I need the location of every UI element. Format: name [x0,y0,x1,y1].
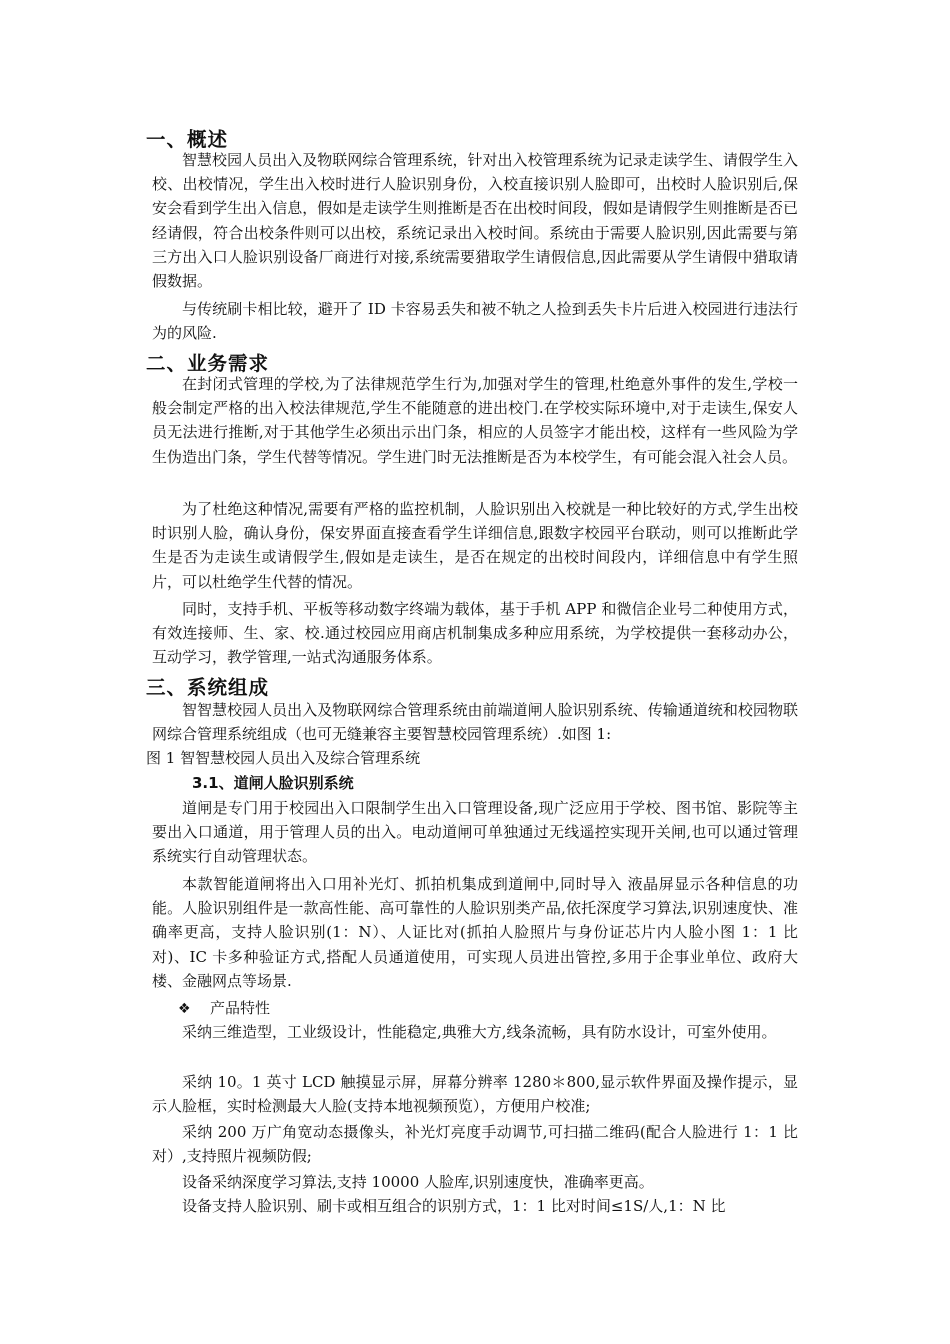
paragraph: 本款智能道闸将出入口用补光灯、抓拍机集成到道闸中,同时导入 液晶屏显示各种信息的功能。人脸识别组件是一款高性能、高可靠性的人脸识别类产品,依托深度学习算法,识别速度快、准确率更高，支持人脸识别(1：N）、人证比对(抓拍人脸照片与身份证芯片内人脸小图 1：1 比对)、IC 卡多种验证方式,搭配人员通道使用，可实现人员进出管控,多用于企事业单位、政府大楼、金融网点等场景. [152,875,798,990]
paragraph: 智慧校园人员出入及物联网综合管理系统，针对出入校管理系统为记录走读学生、请假学生入校、出校情况，学生出入校时进行人脸识别身份，入校直接识别人脸即可，出校时人脸识别后,保安会看到学生出入信息，假如是走读学生则推断是否在出校时间段，假如是请假学生则推断是否已经请假，符合出校条件则可以出校，系统记录出入校时间。系统由于需要人脸识别,因此需要与第三方出入口人脸识别设备厂商进行对接,系统需要猎取学生请假信息,因此需要从学生请假中猎取请假数据。 [152,151,798,291]
bullet-label: 产品特性 [210,999,271,1017]
bullet-item [178,996,270,1021]
paragraph: 同时，支持手机、平板等移动数字终端为载体，基于手机 APP 和微信企业号二种使用方式，有效连接师、生、家、校.通过校园应用商店机制集成多种应用系统，为学校提供一套移动办公，互动学习，教学管理,一站式沟通服务体系。 [152,600,798,667]
paragraph: 采纳 200 万广角宽动态摄像头，补光灯亮度手动调节,可扫描二维码(配合人脸进行 1：1 比对）,支持照片视频防假; [152,1123,798,1166]
figure-caption: 图 1 智智慧校园人员出入及综合管理系统 [146,749,421,767]
subsection-heading: 3.1、道闸人脸识别系统 [192,774,354,792]
paragraph: 采纳 10。1 英寸 LCD 触摸显示屏，屏幕分辨率 1280＊800,显示软件界面及操作提示，显示人脸框，实时检测最大人脸(支持本地视频预览），方便用户校准; [152,1073,798,1116]
section-heading-composition: 三、系统组成 [146,676,270,699]
paragraph: 道闸是专门用于校园出入口限制学生出入口管理设备,现广泛应用于学校、图书馆、影院等主要出入口通道，用于管理人员的出入。电动道闸可单独通过无线遥控实现开关闸,也可以通过管理系统实行自动管理状态。 [152,799,798,866]
paragraph: 设备支持人脸识别、刷卡或相互组合的识别方式，1：1 比对时间≤1S/人,1：N 比 [182,1197,726,1215]
section-heading-requirements: 二、业务需求 [146,352,270,375]
paragraph: 智智慧校园人员出入及物联网综合管理系统由前端道闸人脸识别系统、传输通道统和校园物联网综合管理系统组成（也可无缝兼容主要智慧校园管理系统）.如图 1: [152,701,798,744]
diamond-bullet-icon: ❖ [178,1001,191,1017]
section-heading-overview: 一、概述 [146,128,229,151]
paragraph: 为了杜绝这种情况,需要有严格的监控机制，人脸识别出入校就是一种比较好的方式,学生出校时识别人脸，确认身份，保安界面直接查看学生详细信息,跟数字校园平台联动，则可以推断此学生是否为走读生或请假学生,假如是走读生，是否在规定的出校时间段内，详细信息中有学生照片，可以杜绝学生代替的情况。 [152,500,798,591]
paragraph: 设备采纳深度学习算法,支持 10000 人脸库,识别速度快，准确率更高。 [182,1173,654,1191]
paragraph: 采纳三维造型，工业级设计，性能稳定,典雅大方,线条流畅，具有防水设计，可室外使用。 [182,1023,777,1041]
paragraph: 在封闭式管理的学校,为了法律规范学生行为,加强对学生的管理,杜绝意外事件的发生,学校一般会制定严格的出入校法律规范,学生不能随意的进出校门.在学校实际环境中,对于走读生,保安人员无法进行推断,对于其他学生必须出示出门条，相应的人员签字才能出校，这样有一些风险为学生伪造出门条，学生代替等情况。学生进门时无法推断是否为本校学生，有可能会混入社会人员。 [152,375,798,466]
paragraph: 与传统刷卡相比较，避开了 ID 卡容易丢失和被不轨之人捡到丢失卡片后进入校园进行违法行为的风险. [152,300,798,343]
